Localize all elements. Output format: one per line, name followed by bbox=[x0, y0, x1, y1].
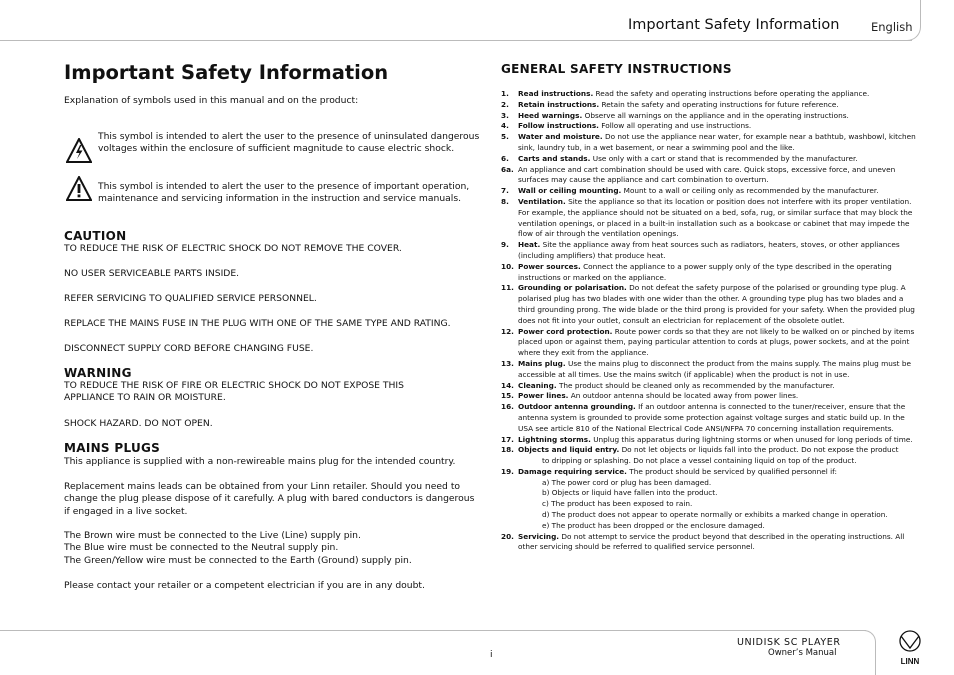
list-item: 16. Outdoor antenna grounding. If an outdoor antenna is connected to the tuner/receiver, ensure that the antenna system is grounded to provide some protection against voltage surges and static build up. In the USA see article 810 of the National Electrical Code ANSI/NFPA 70 concerning installation requirements. bbox=[501, 402, 906, 433]
list-item: 18. Objects and liquid entry. Do not let objects or liquids fall into the product. Do not expose the product to dripping or splashing. Do not place a vessel containing liquid on top of the product. bbox=[501, 445, 921, 467]
list-item: 12. Power cord protection. Route power cords so that they are not likely to be walked on or pinched by items placed upon or against them, paying particular attention to cords at plugs, power sockets, and at the point where they exit from the appliance. bbox=[501, 326, 915, 358]
page-title: Important Safety Information bbox=[64, 61, 389, 84]
list-item: 14. Cleaning. The product should be cleaned only as recommended by the manufacturer. bbox=[501, 380, 835, 390]
logo-wordmark: LINN bbox=[900, 657, 920, 666]
symbols-intro: Explanation of symbols used in this manual and on the product: bbox=[64, 95, 359, 106]
list-item: 15. Power lines. An outdoor antenna should be located away from power lines. bbox=[501, 391, 799, 401]
mains-heading: MAINS PLUGS bbox=[64, 441, 161, 455]
mains-intro: This appliance is supplied with a non-rewireable mains plug for the intended country. bbox=[64, 456, 456, 467]
header-language: English bbox=[871, 20, 913, 34]
list-item: 19. Damage requiring service. The product should be serviced by qualified personnel if: a) The power cord or plug has been damaged. b) Objects or liquid have fallen into the product. c) The product has been exposed to rain. d) The product does not appear to operate normally or exhibits a marked change in operation. e) The product has been dropped or the enclosure damaged. bbox=[501, 467, 921, 532]
list-item: 3. Heed warnings. Observe all warnings on the appliance and in the operating instructions. bbox=[501, 110, 849, 120]
list-item: 7. Wall or ceiling mounting. Mount to a wall or ceiling only as recommended by the manufacturer. bbox=[501, 186, 879, 196]
mains-replace: Replacement mains leads can be obtained from your Linn retailer. Should you need to change the plug please dispose of it carefully. A plug with bared conductors is dangerous if engaged in a live socket. bbox=[64, 481, 475, 517]
header-title: Important Safety Information bbox=[628, 17, 840, 33]
footer-corner bbox=[864, 630, 876, 675]
footer-rule bbox=[0, 630, 866, 631]
product-name: UNIDISK SC PLAYER bbox=[737, 637, 841, 648]
sub-item: b) Objects or liquid have fallen into the product. bbox=[542, 488, 718, 498]
wire-brown: The Brown wire must be connected to the Live (Line) supply pin. bbox=[64, 530, 361, 541]
wire-green: The Green/Yellow wire must be connected to the Earth (Ground) supply pin. bbox=[64, 555, 412, 566]
lightning-warning-icon bbox=[66, 138, 92, 164]
caution-line: REPLACE THE MAINS FUSE IN THE PLUG WITH ONE OF THE SAME TYPE AND RATING. bbox=[64, 318, 451, 329]
symbol2-text: This symbol is intended to alert the user to the presence of important operation, maintenance and servicing information in the instruction and service manuals. bbox=[98, 181, 470, 205]
exclamation-warning-icon bbox=[66, 176, 92, 202]
list-item: 2. Retain instructions. Retain the safety and operating instructions for future reference. bbox=[501, 99, 839, 109]
list-item: 11. Grounding or polarisation. Do not defeat the safety purpose of the polarised or grounding type plug. A polarised plug has two blades with one wider than the other. A grounding type plug has two blades and a third grounding prong. The wide blade or the third prong is provided for your safety. When the provided plug does not fit into your outlet, consult an electrician for replacement of the obsolete outlet. bbox=[501, 283, 915, 325]
list-item: 17. Lightning storms. Unplug this apparatus during lightning storms or when unused for long periods of time. bbox=[501, 434, 913, 444]
list-item: 20. Servicing. Do not attempt to service the product beyond that described in the operating instructions. All other servicing should be referred to qualified service personnel. bbox=[501, 531, 905, 552]
safety-instructions-list bbox=[501, 89, 921, 553]
contact-text: Please contact your retailer or a competent electrician if you are in any doubt. bbox=[64, 580, 425, 591]
list-item: 4. Follow instructions. Follow all operating and use instructions. bbox=[501, 121, 752, 131]
symbol1-text: This symbol is intended to alert the user to the presence of uninsulated dangerous voltages within the enclosure of sufficient magnitude to cause electric shock. bbox=[98, 131, 480, 155]
warning-text: TO REDUCE THE RISK OF FIRE OR ELECTRIC SHOCK DO NOT EXPOSE THIS APPLIANCE TO RAIN OR MOISTURE. bbox=[64, 380, 404, 404]
list-item: 8. Ventilation. Site the appliance so that its location or position does not interfere with its proper ventilation. For example, the appliance should not be situated on a bed, sofa, rug, or similar surface that may block the ventilation openings, or placed in a built-in installation such as a bookcase or cabinet that may impede the flow of air through the ventilation openings. bbox=[501, 196, 913, 239]
caution-heading: CAUTION bbox=[64, 229, 127, 243]
caution-line: REFER SERVICING TO QUALIFIED SERVICE PERSONNEL. bbox=[64, 293, 317, 304]
item18-continued: to dripping or splashing. Do not place a vessel containing liquid on top of the product. bbox=[542, 456, 857, 466]
sub-item: e) The product has been dropped or the enclosure damaged. bbox=[542, 520, 765, 530]
list-item: 6. Carts and stands. Use only with a cart or stand that is recommended by the manufacturer. bbox=[501, 153, 858, 163]
warning-heading: WARNING bbox=[64, 366, 132, 380]
list-item: 6a. An appliance and cart combination should be used with care. Quick stops, excessive force, and uneven surfaces may cause the appliance and cart combination to overturn. bbox=[501, 164, 896, 185]
page-number: i bbox=[490, 650, 493, 660]
list-item: 1. Read instructions. Read the safety and operating instructions before operating the appliance. bbox=[501, 89, 870, 98]
linn-logo-icon bbox=[895, 628, 925, 668]
list-item: 13. Mains plug. Use the mains plug to disconnect the product from the mains supply. The mains plug must be accessible at all times. Use the mains switch (if applicable) when the product is not in use. bbox=[501, 358, 911, 379]
list-item: 9. Heat. Site the appliance away from heat sources such as radiators, heaters, stoves, or other appliances (including amplifiers) that produce heat. bbox=[501, 240, 900, 260]
sub-item: a) The power cord or plug has been damaged. bbox=[542, 477, 712, 487]
sub-item: d) The product does not appear to operate normally or exhibits a marked change in operation. bbox=[542, 510, 888, 520]
caution-line: TO REDUCE THE RISK OF ELECTRIC SHOCK DO NOT REMOVE THE COVER. bbox=[64, 243, 402, 254]
general-safety-heading: GENERAL SAFETY INSTRUCTIONS bbox=[501, 62, 732, 76]
wire-blue: The Blue wire must be connected to the Neutral supply pin. bbox=[64, 542, 339, 553]
caution-line: DISCONNECT SUPPLY CORD BEFORE CHANGING FUSE. bbox=[64, 343, 314, 354]
manual-name: Owner’s Manual bbox=[768, 648, 837, 658]
warning-shock: SHOCK HAZARD. DO NOT OPEN. bbox=[64, 418, 213, 429]
list-item: 10. Power sources. Connect the appliance to a power supply only of the type described in the operating instructions or marked on the appliance. bbox=[501, 261, 892, 282]
list-item: 5. Water and moisture. Do not use the appliance near water, for example near a bathtub, washbowl, kitchen sink, laundry tub, in a wet basement, or near a swimming pool and the like. bbox=[501, 132, 916, 152]
caution-line: NO USER SERVICEABLE PARTS INSIDE. bbox=[64, 268, 240, 279]
sub-item: c) The product has been exposed to rain. bbox=[542, 499, 693, 509]
header-rule bbox=[0, 40, 912, 41]
